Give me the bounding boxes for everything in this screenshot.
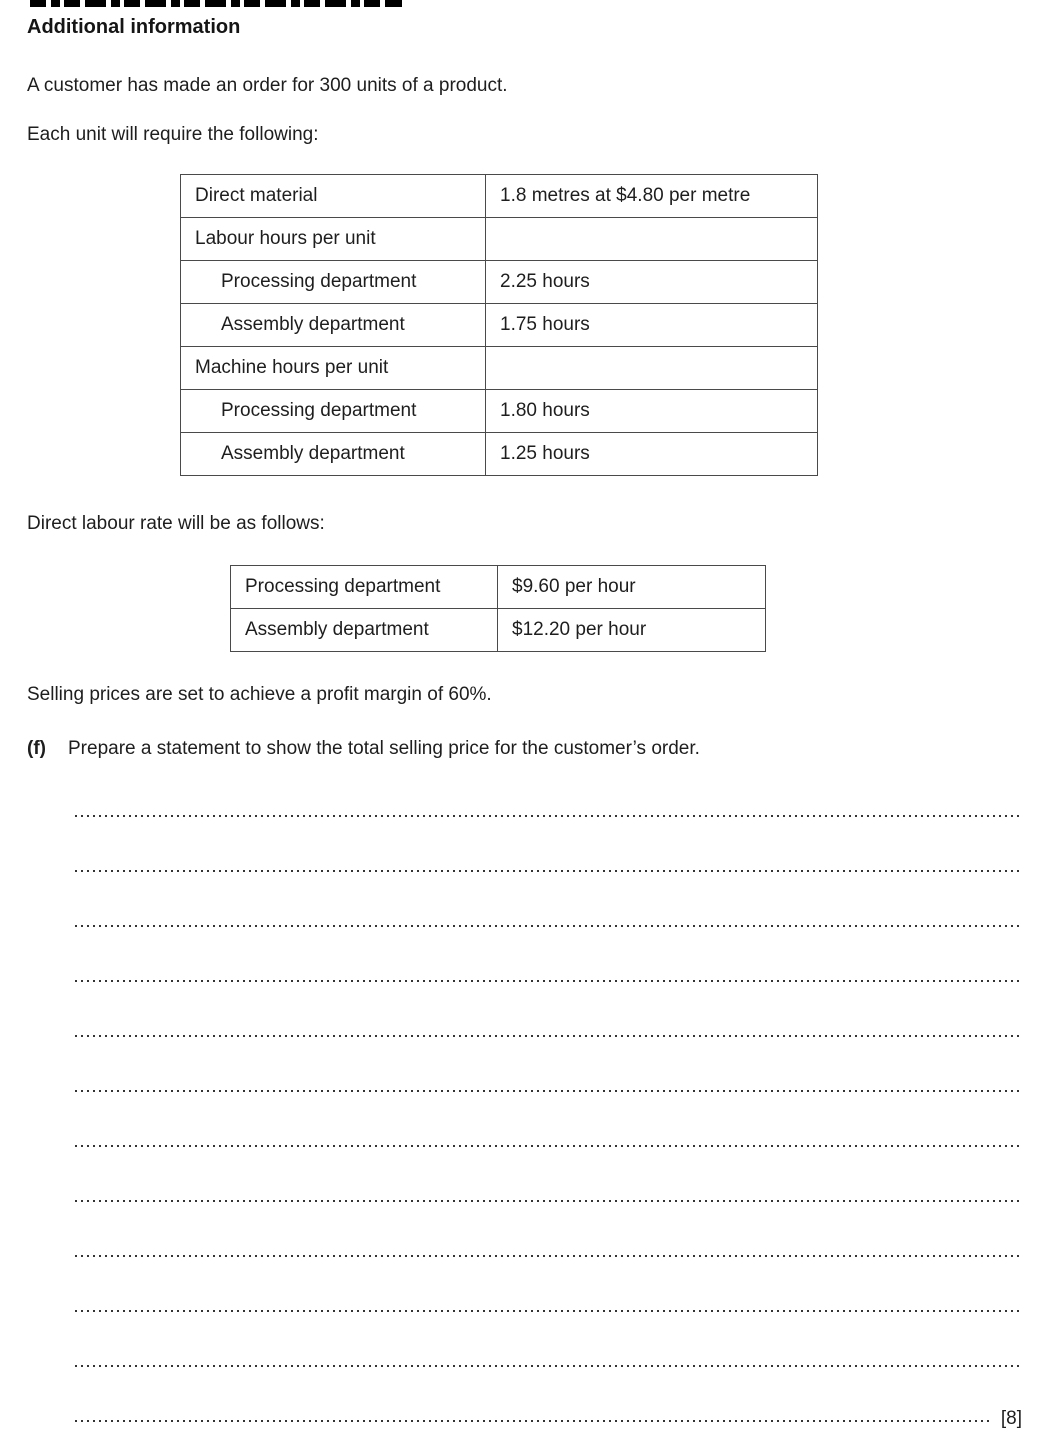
table-row: [231, 566, 766, 609]
row-label: Labour hours per unit: [181, 218, 486, 261]
row-label: Assembly department: [181, 433, 486, 476]
answer-dotted-line: [75, 1037, 1022, 1092]
row-label: Processing department: [181, 390, 486, 433]
answer-lines: [75, 762, 1022, 1429]
dotted-rule: [75, 1253, 1022, 1257]
row-value: $9.60 per hour: [498, 566, 766, 609]
table-row: [181, 218, 818, 261]
dotted-rule: [75, 1363, 1022, 1367]
dotted-rule: [75, 1418, 991, 1422]
row-value: 1.25 hours: [486, 433, 818, 476]
answer-dotted-line: [75, 872, 1022, 927]
table-row: [181, 390, 818, 433]
answer-dotted-line: [75, 1092, 1022, 1147]
table-row: [181, 261, 818, 304]
answer-dotted-line: [75, 1367, 1022, 1429]
dotted-rule: [75, 1143, 1022, 1147]
answer-dotted-line: [75, 982, 1022, 1037]
table-row: [181, 175, 818, 218]
dotted-rule: [75, 1088, 1022, 1092]
row-value: 1.75 hours: [486, 304, 818, 347]
table-row: [181, 433, 818, 476]
answer-dotted-line: [75, 927, 1022, 982]
question-label: (f): [27, 738, 46, 759]
row-value: [486, 218, 818, 261]
row-label: Machine hours per unit: [181, 347, 486, 390]
row-value: 2.25 hours: [486, 261, 818, 304]
dotted-rule: [75, 813, 1022, 817]
dotted-rule: [75, 1308, 1022, 1312]
dotted-rule: [75, 868, 1022, 872]
answer-dotted-line: [75, 817, 1022, 872]
table-row: [231, 609, 766, 652]
row-label: Processing department: [231, 566, 498, 609]
row-label: Processing department: [181, 261, 486, 304]
question-text: Prepare a statement to show the total selling price for the customer’s order.: [68, 738, 700, 759]
answer-dotted-line: [75, 1147, 1022, 1202]
dotted-rule: [75, 978, 1022, 982]
table-row: [181, 347, 818, 390]
row-label: Assembly department: [231, 609, 498, 652]
answer-dotted-line: [75, 1312, 1022, 1367]
para-profit-margin: Selling prices are set to achieve a profit margin of 60%.: [27, 684, 492, 705]
dotted-rule: [75, 1033, 1022, 1037]
answer-dotted-line: [75, 1202, 1022, 1257]
para-customer-order: A customer has made an order for 300 units of a product.: [27, 75, 508, 96]
question-f: [27, 738, 1022, 760]
row-value: $12.20 per hour: [498, 609, 766, 652]
answer-dotted-line: [75, 762, 1022, 817]
table-row: [181, 304, 818, 347]
page-top-clipped-fragment: [30, 0, 402, 7]
para-each-unit: Each unit will require the following:: [27, 124, 319, 145]
dotted-rule: [75, 923, 1022, 927]
row-value: 1.80 hours: [486, 390, 818, 433]
row-label: Direct material: [181, 175, 486, 218]
para-labour-rate: Direct labour rate will be as follows:: [27, 513, 325, 534]
row-value: [486, 347, 818, 390]
section-heading: Additional information: [27, 16, 241, 38]
marks-badge: [8]: [1000, 1408, 1022, 1429]
unit-requirements-table: [180, 174, 818, 476]
answer-dotted-line: [75, 1257, 1022, 1312]
labour-rate-table: [230, 565, 766, 652]
row-label: Assembly department: [181, 304, 486, 347]
dotted-rule: [75, 1198, 1022, 1202]
row-value: 1.8 metres at $4.80 per metre: [486, 175, 818, 218]
